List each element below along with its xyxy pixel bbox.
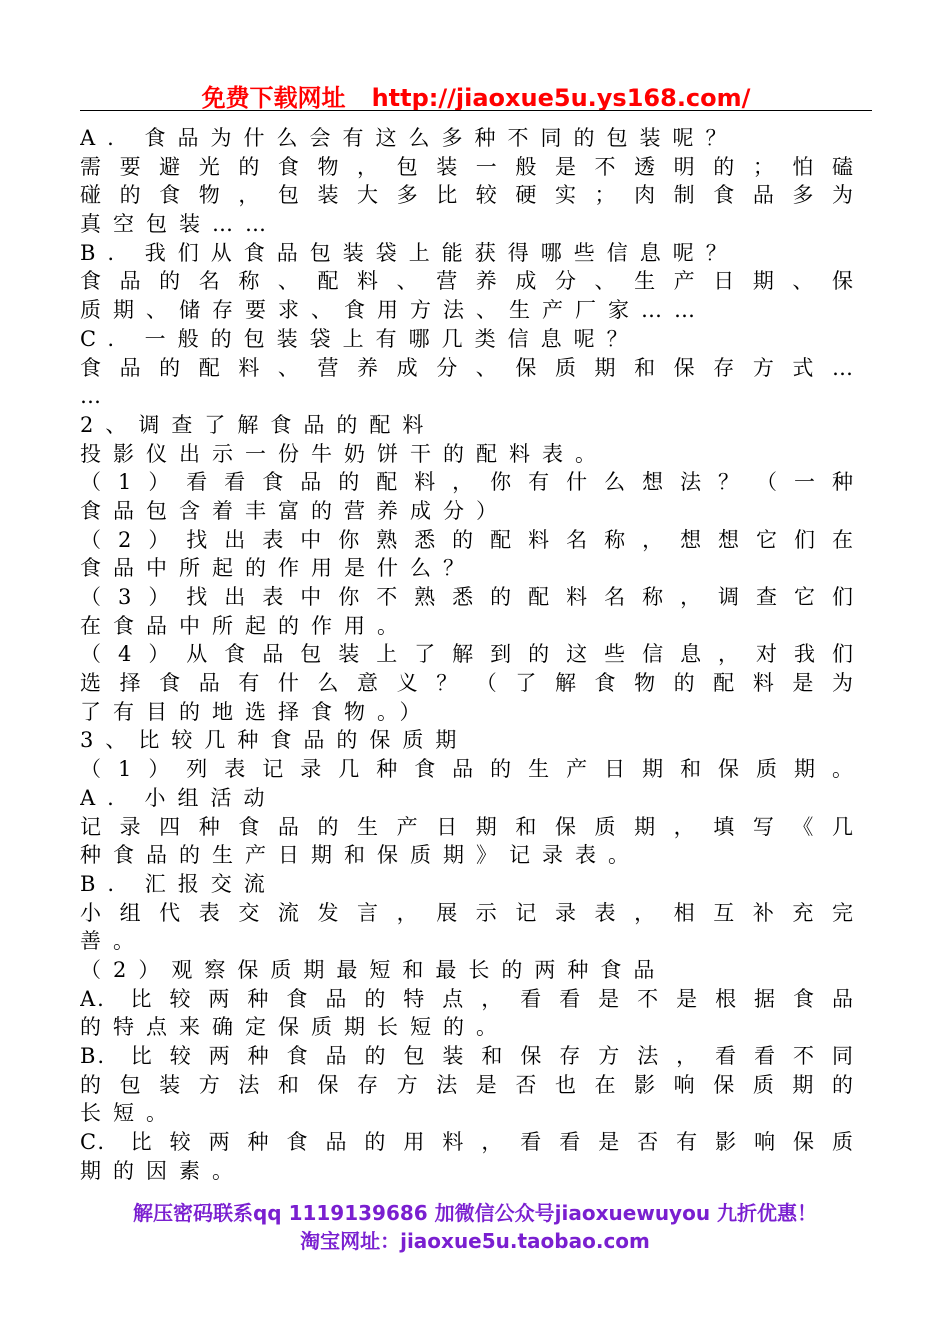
text-line: 需要避光的食物，包装一般是不透明的；怕磕 [80, 154, 855, 179]
text-line: 食品包含着丰富的营养成分） [80, 498, 509, 523]
text-line: 种食品的生产日期和保质期》记录表。 [80, 843, 641, 868]
text-line: 食品的名称、配料、营养成分、生产日期、保 [80, 269, 855, 294]
text-line: … [80, 384, 113, 409]
text-line: 长短。 [80, 1101, 179, 1126]
text-line: 了有目的地选择食物。） [80, 699, 433, 724]
text-line: C. 比较两种食品的用料，看看是否有影响保质 [80, 1130, 855, 1155]
text-line: 小组代表交流发言，展示记录表，相互补充完 [80, 900, 855, 925]
text-line: A. 比较两种食品的特点，看看是不是根据食品 [80, 986, 855, 1011]
text-line: 期的因素。 [80, 1158, 245, 1183]
text-line: 食品的配料、营养成分、保质期和保存方式… [80, 355, 855, 380]
document-body [80, 124, 855, 1185]
text-line: B. 比较两种食品的包装和保存方法，看看不同 [80, 1044, 855, 1068]
text-line: A. 食品为什么会有这么多种不同的包装呢？ [80, 126, 739, 150]
text-line: 投影仪出示一份牛奶饼干的配料表。 [80, 441, 608, 466]
footer-contact: 解压密码联系qq 1119139686 加微信公众号jiaoxuewuyou 九折优惠！ [132, 1201, 818, 1225]
text-line: （2）观察保质期最短和最长的两种食品 [80, 957, 667, 982]
text-line: 3、比较几种食品的保质期 [80, 728, 469, 753]
text-line: （4）从食品包装上了解到的这些信息，对我们 [80, 642, 855, 667]
text-line: C. 一般的包装袋上有哪几类信息呢？ [80, 326, 640, 351]
text-line: （1）看看食品的配料，你有什么想法？（一种 [80, 470, 855, 495]
text-line: 记录四种食品的生产日期和保质期，填写《几 [80, 814, 855, 839]
text-line: 碰的食物，包装大多比较硬实；肉制食品多为 [80, 183, 855, 208]
text-line: 在食品中所起的作用。 [80, 613, 410, 638]
text-line: 真空包装…… [80, 212, 278, 237]
download-banner [80, 78, 872, 113]
text-line: 选择食品有什么意义？（了解食物的配料是为 [80, 671, 855, 696]
text-line: A. 小组活动 [80, 785, 277, 810]
download-label: 免费下载网址 [201, 84, 346, 112]
text-line: 2、调查了解食品的配料 [80, 412, 436, 437]
text-line: 善。 [80, 929, 146, 954]
text-line: （1）列表记录几种食品的生产日期和保质期。 [80, 757, 855, 782]
text-line: B. 汇报交流 [80, 871, 277, 896]
text-line: 的特点来确定保质期长短的。 [80, 1015, 509, 1040]
header-divider [80, 110, 872, 111]
text-line: B. 我们从食品包装袋上能获得哪些信息呢？ [80, 240, 739, 265]
footer-taobao-link[interactable]: 淘宝网址：jiaoxue5u.taobao.com [300, 1229, 650, 1253]
text-line: 的包装方法和保存方法是否也在影响保质期的 [80, 1072, 855, 1097]
text-line: 食品中所起的作用是什么？ [80, 556, 476, 581]
text-line: 质期、储存要求、食用方法、生产厂家…… [80, 298, 707, 323]
text-line: （2）找出表中你熟悉的配料名称，想想它们在 [80, 527, 855, 552]
download-url-link[interactable]: http://jiaoxue5u.ys168.com/ [371, 84, 751, 112]
text-line: （3）找出表中你不熟悉的配料名称，调查它们 [80, 585, 855, 609]
